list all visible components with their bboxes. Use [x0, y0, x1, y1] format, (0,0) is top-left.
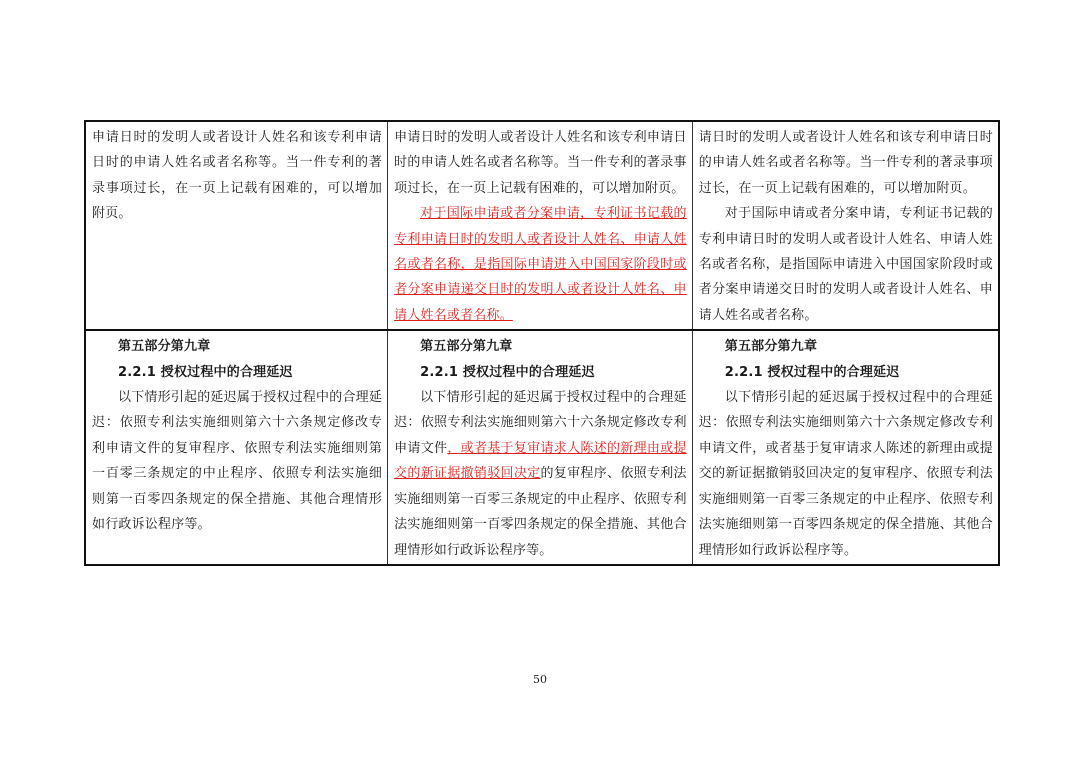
cell-draft-record-items [388, 121, 693, 330]
paragraph-record-items: 申请日时的发明人或者设计人姓名和该专利申请日时的申请人姓名或者名称等。当一件专利的著录事项过长，在一页上记载有困难的，可以增加附页。 [92, 130, 383, 222]
section-heading: 第五部分第九章 [118, 339, 211, 355]
paragraph-record-items: 申请日时的发明人或者设计人姓名和该专利申请日时的申请人姓名或者名称等。当一件专利的著录事项过长，在一页上记载有困难的，可以增加附页。 [394, 130, 687, 196]
text-after-addition: 的复审程序、依照专利法实施细则第一百零三条规定的中止程序、依照专利法实施细则第一百零四条规定的保全措施、其他合理情形如行政诉讼程序等。 [394, 466, 687, 558]
cell-original-reasonable-delay [85, 330, 388, 565]
added-paragraph-international-application: 对于国际申请或者分案申请，专利证书记载的专利申请日时的发明人或者设计人姓名、申请人姓名或者名称，是指国际申请进入中国国家阶段时或者分案申请递交日时的发明人或者设计人姓名、申请人姓名或者名称。 [394, 206, 687, 323]
cell-final-record-items [692, 121, 999, 330]
cell-draft-reasonable-delay [388, 330, 693, 565]
paragraph-reasonable-delay: 以下情形引起的延迟属于授权过程中的合理延迟：依照专利法实施细则第六十六条规定修改专利申请文件，或者基于复审请求人陈述的新理由或提交的新证据撤销驳回决定的复审程序、依照专利法实施细则第一百零三条规定的中止程序、依照专利法实施细则第一百零四条规定的保全措施、其他合理情形如行政诉讼程序等。 [698, 390, 993, 558]
section-heading: 第五部分第九章 [420, 339, 513, 355]
table-row-record-items [85, 121, 999, 330]
cell-final-reasonable-delay [692, 330, 999, 565]
added-text-reexamination: ，或者基于复审请求人陈述的新理由或提交的新证据撤销驳回决定 [394, 440, 687, 482]
subsection-heading: 2.2.1 授权过程中的合理延迟 [118, 364, 293, 380]
paragraph-reasonable-delay [394, 385, 687, 563]
page-number: 50 [533, 673, 547, 686]
section-heading: 第五部分第九章 [724, 339, 818, 355]
subsection-heading: 2.2.1 授权过程中的合理延迟 [724, 364, 900, 380]
paragraph-reasonable-delay: 以下情形引起的延迟属于授权过程中的合理延迟：依照专利法实施细则第六十六条规定修改专利申请文件的复审程序、依照专利法实施细则第一百零三条规定的中止程序、依照专利法实施细则第一百零四条规定的保全措施、其他合理情形如行政诉讼程序等。 [92, 390, 383, 533]
cell-original-record-items [85, 121, 388, 330]
comparison-table [84, 120, 1000, 566]
text-before-addition: 以下情形引起的延迟属于授权过程中的合理延迟：依照专利法实施细则第六十六条规定修改专利申请文件 [394, 390, 687, 456]
table-row-reasonable-delay [85, 330, 999, 565]
paragraph-international-application: 对于国际申请或者分案申请，专利证书记载的专利申请日时的发明人或者设计人姓名、申请人姓名或者名称，是指国际申请进入中国国家阶段时或者分案申请递交日时的发明人或者设计人姓名、申请人姓名或者名称。 [698, 206, 993, 323]
subsection-heading: 2.2.1 授权过程中的合理延迟 [420, 364, 595, 380]
paragraph-record-items: 请日时的发明人或者设计人姓名和该专利申请日时的申请人姓名或者名称等。当一件专利的著录事项过长，在一页上记载有困难的，可以增加附页。 [698, 130, 993, 196]
